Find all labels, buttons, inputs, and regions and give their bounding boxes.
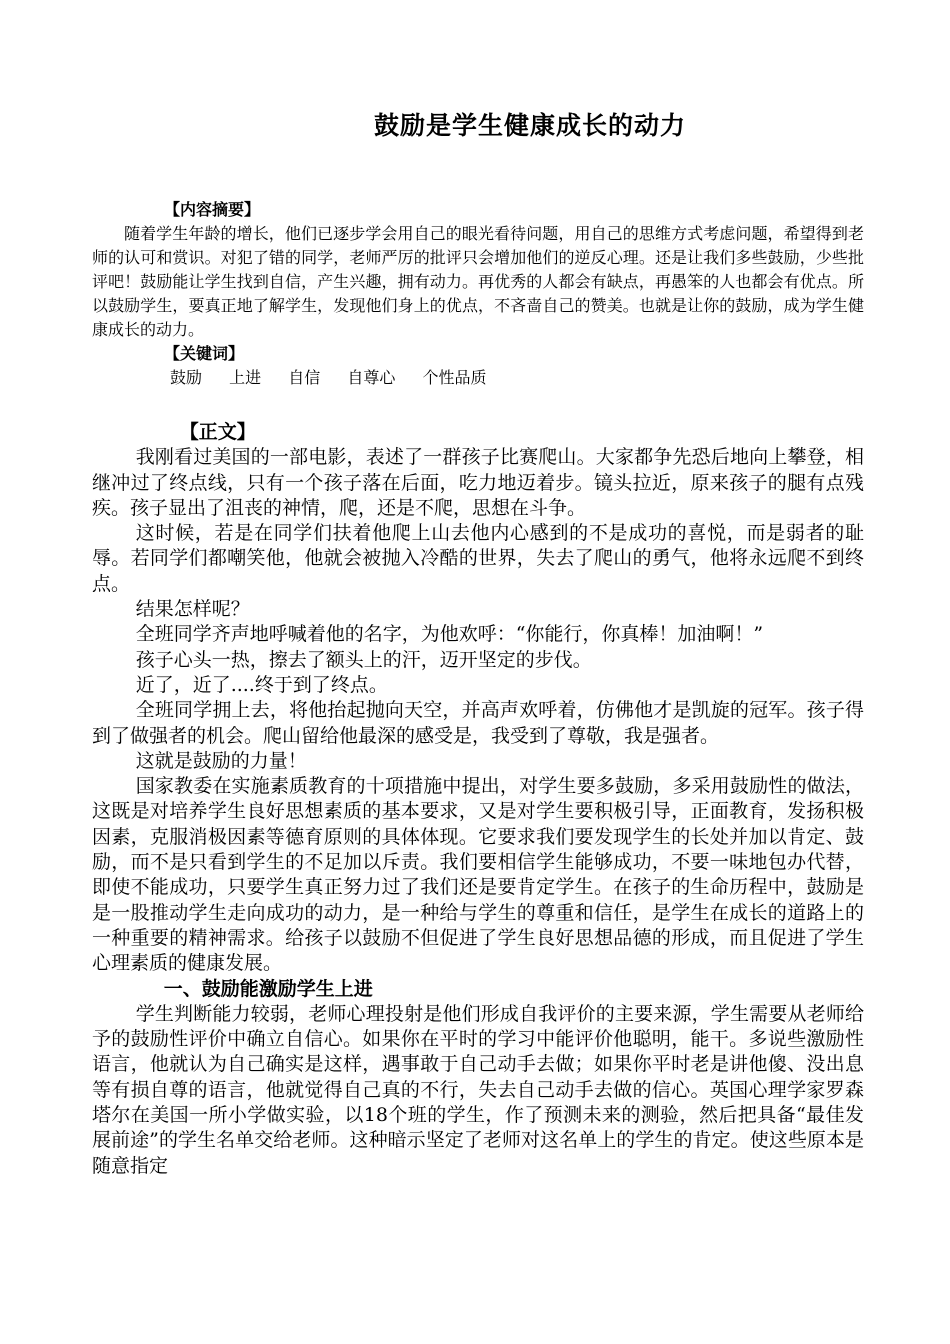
keyword-item: 自信 [288, 368, 321, 387]
section-paragraph: 学生判断能力较弱，老师心理投射是他们形成自我评价的主要来源，学生需要从老师给予的鼓励性评价中确立自信心。如果你在平时的学习中能评价他聪明，能干。多说些激励性语言，他就认为自己确实是这样，遇事敢于自己动手去做；如果你平时老是讲他傻、没出息等有损自尊的语言，他就觉得自己真的不行，失去自己动手去做的信心。英国心理学家罗森塔尔在美国一所小学做实验，以18个班的学生，作了预测未来的测验，然后把具备“最佳发展前途”的学生名单交给老师。这种暗示坚定了老师对这名单上的学生的肯定。使这些原本是随意指定 [92, 1002, 864, 1177]
body-paragraph: 孩子心头一热，擦去了额头上的汗，迈开坚定的步伐。 [135, 648, 592, 671]
keywords-heading: 【关键词】 [164, 344, 245, 363]
body-paragraph: 我刚看过美国的一部电影，表述了一群孩子比赛爬山。大家都争先恐后地向上攀登，相继冲过了终点线，只有一个孩子落在后面，吃力地迈着步。镜头拉近，原来孩子的腿有点残疾。孩子显出了沮丧的神情，爬，还是不爬，思想在斗争。 [92, 446, 864, 519]
keyword-item: 上进 [229, 368, 262, 387]
body-paragraph: 国家教委在实施素质教育的十项措施中提出，对学生要多鼓励，多采用鼓励性的做法，这既是对培养学生良好思想素质的基本要求，又是对学生要积极引导，正面教育，发扬积极因素，克服消极因素等德育原则的具体体现。它要求我们要发现学生的长处并加以肯定、鼓励，而不是只看到学生的不足加以斥责。我们要相信学生能够成功，不要一味地包办代替，即使不能成功，只要学生真正努力过了我们还是要肯定学生。在孩子的生命历程中，鼓励是是一股推动学生走向成功的动力，是一种给与学生的尊重和信任，是学生在成长的道路上的一种重要的精神需求。给孩子以鼓励不但促进了学生良好思想品德的形成，而且促进了学生心理素质的健康发展。 [92, 775, 864, 975]
body-paragraph: 这时候，若是在同学们扶着他爬上山去他内心感到的不是成功的喜悦，而是弱者的耻辱。若同学们都嘲笑他，他就会被抛入冷酷的世界，失去了爬山的勇气，他将永远爬不到终点。 [92, 522, 864, 595]
body-paragraph: 全班同学拥上去，将他抬起抛向天空，并高声欢呼着，仿佛他才是凯旋的冠军。孩子得到了做强者的机会。爬山留给他最深的感受是，我受到了尊敬，我是强者。 [92, 699, 864, 747]
keyword-item: 个性品质 [422, 368, 487, 387]
section-heading: 一、鼓励能激励学生上进 [163, 977, 373, 1000]
body-heading: 【正文】 [179, 421, 256, 443]
abstract-text: 随着学生年龄的增长，他们已逐步学会用自己的眼光看待问题，用自己的思维方式考虑问题，希望得到老师的认可和赏识。对犯了错的同学，老师严厉的批评只会增加他们的逆反心理。还是让我们多些鼓励，少些批评吧！鼓励能让学生找到自信，产生兴趣，拥有动力。再优秀的人都会有缺点，再愚笨的人也都会有优点。所以鼓励学生，要真正地了解学生，发现他们身上的优点，不吝啬自己的赞美。也就是让你的鼓励，成为学生健康成长的动力。 [92, 224, 864, 339]
abstract-heading: 【内容摘要】 [164, 200, 261, 219]
main-body [92, 420, 864, 1179]
body-paragraph: 全班同学齐声地呼喊着他的名字，为他欢呼：“你能行，你真棒！加油啊！” [135, 623, 764, 646]
body-paragraph: 近了，近了....终于到了终点。 [135, 673, 388, 696]
document-title: 鼓励是学生健康成长的动力 [373, 111, 686, 140]
keywords-list [92, 366, 864, 390]
keyword-item: 鼓励 [170, 368, 203, 387]
body-paragraph: 这就是鼓励的力量！ [135, 749, 307, 772]
abstract-section [92, 198, 864, 390]
keyword-item: 自尊心 [347, 368, 396, 387]
body-paragraph: 结果怎样呢？ [135, 598, 250, 621]
